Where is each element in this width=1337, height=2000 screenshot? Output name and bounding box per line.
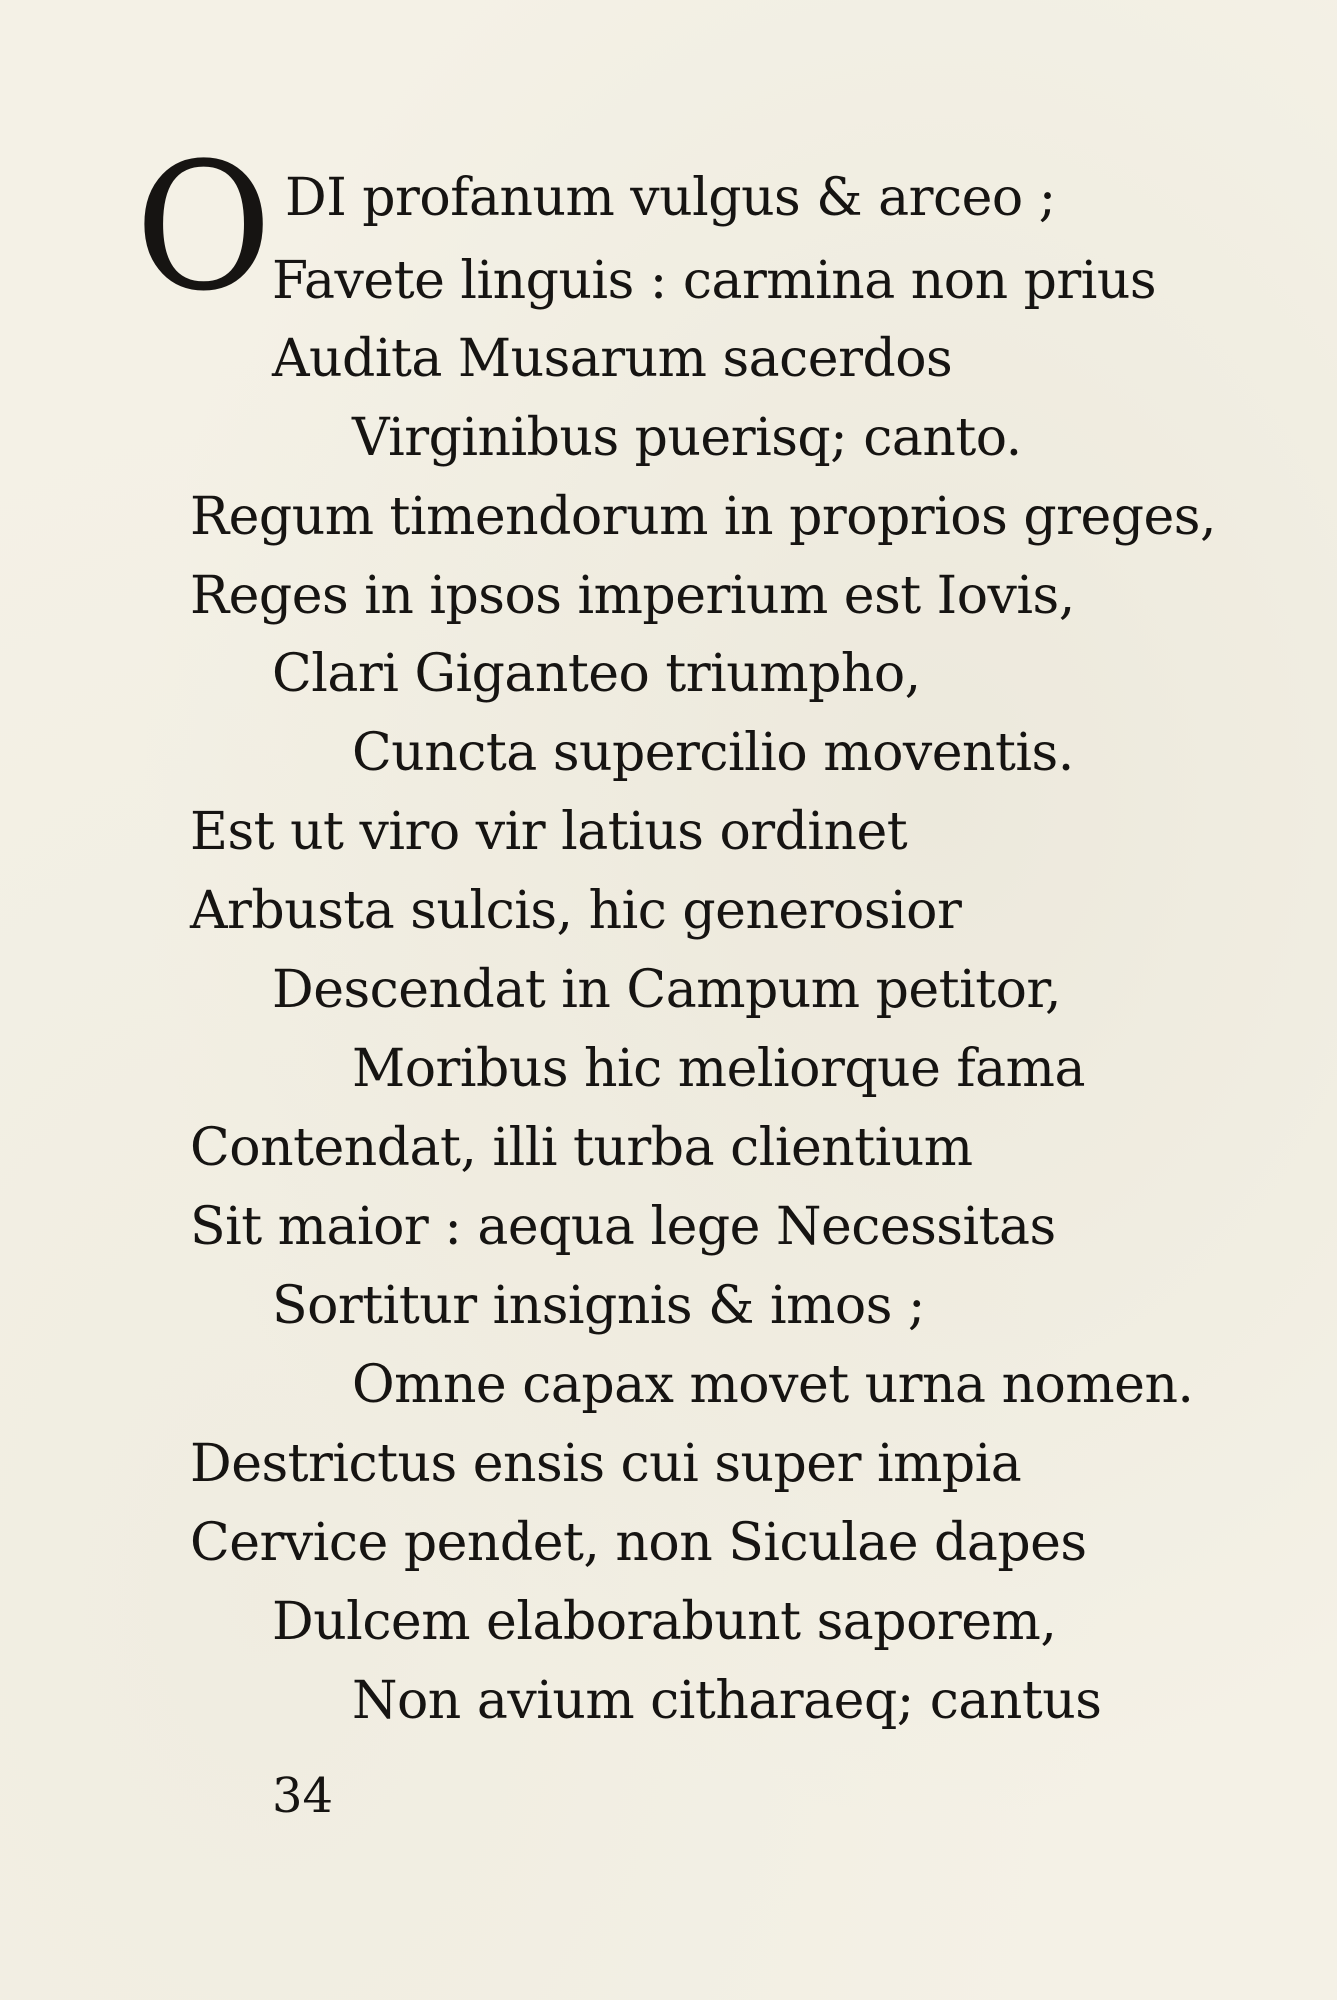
poem-line: Cervice pendet, non Siculae dapes xyxy=(190,1513,1087,1573)
poem-line: Est ut viro vir latius ordinet xyxy=(190,802,908,862)
poem-line: Cuncta supercilio moventis. xyxy=(352,723,1074,783)
poem-line: Descendat in Campum petitor, xyxy=(272,960,1062,1020)
poem-line: Moribus hic meliorque fama xyxy=(352,1039,1085,1099)
poem-line: Sortitur insignis & imos ; xyxy=(272,1276,925,1336)
page-number: 34 xyxy=(272,1768,334,1824)
poem-line: Arbusta sulcis, hic generosior xyxy=(190,881,962,941)
poem-line: Clari Giganteo triumpho, xyxy=(272,644,921,704)
poem-line: Dulcem elaborabunt saporem, xyxy=(272,1592,1057,1652)
poem-line: Sit maior : aequa lege Necessitas xyxy=(190,1197,1056,1257)
poem-line: Contendat, illi turba clientium xyxy=(190,1118,973,1178)
poem-line: Regum timendorum in proprios greges, xyxy=(190,487,1217,547)
poem-line: Omne capax movet urna nomen. xyxy=(352,1355,1194,1415)
poem-line: DI profanum vulgus & arceo ; xyxy=(285,168,1056,228)
drop-cap-initial: O xyxy=(135,125,273,330)
poem-line: Favete linguis : carmina non prius xyxy=(272,251,1157,311)
poem-line: Audita Musarum sacerdos xyxy=(272,329,953,389)
poem-line: Destrictus ensis cui super impia xyxy=(190,1434,1022,1494)
poem-line: Non avium citharaeq; cantus xyxy=(352,1671,1102,1731)
poem-line: Virginibus puerisq; canto. xyxy=(352,408,1022,468)
poem-line: Reges in ipsos imperium est Iovis, xyxy=(190,566,1075,626)
